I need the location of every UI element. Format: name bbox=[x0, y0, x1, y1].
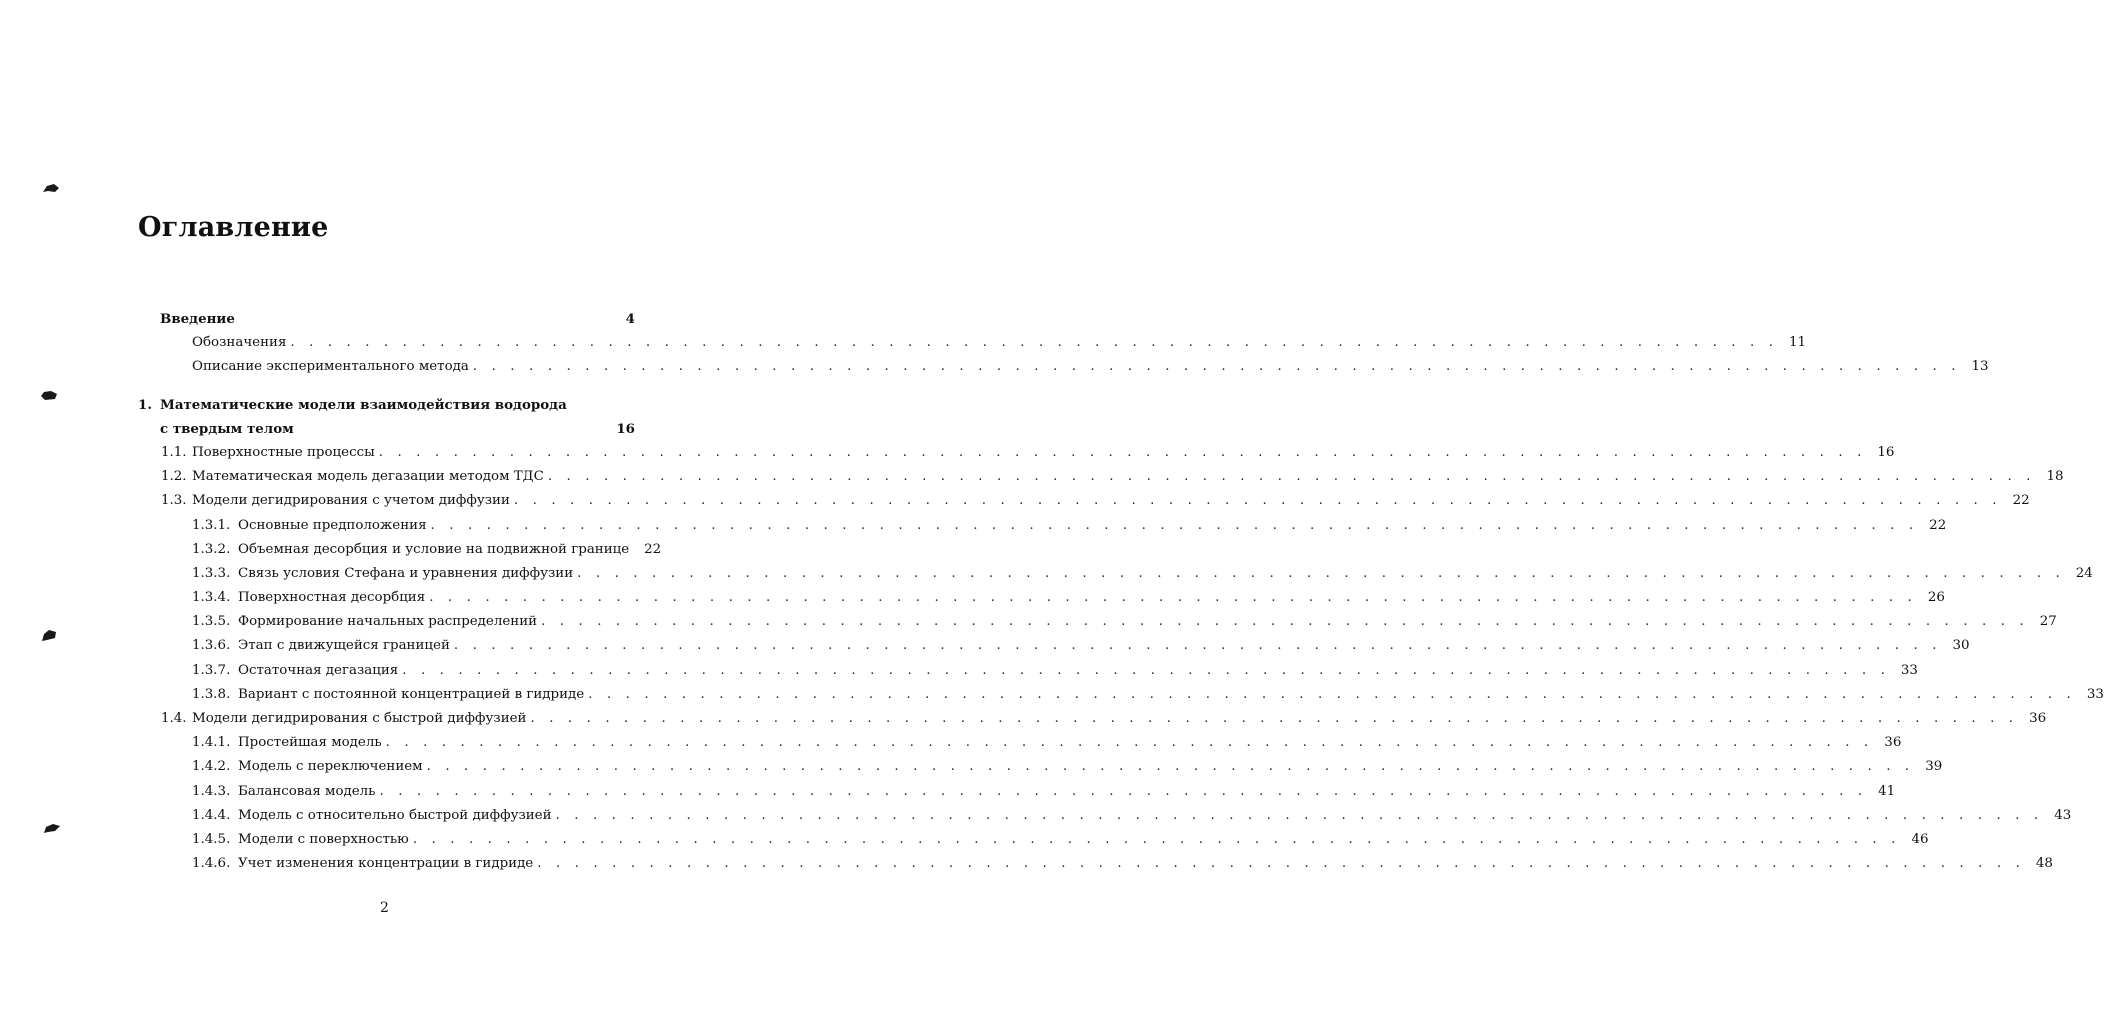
toc-entry-number: 1.4.5. bbox=[192, 831, 231, 847]
toc-entry[interactable] bbox=[138, 610, 2057, 634]
toc-entry-page: 30 bbox=[1952, 638, 1970, 654]
toc-entry-page: 48 bbox=[2035, 856, 2053, 872]
toc-entry[interactable] bbox=[138, 755, 1943, 779]
toc-entry-title: Поверхностные процессы bbox=[192, 444, 375, 460]
toc-entry-number: 1.3.3. bbox=[192, 565, 231, 581]
toc-entry-number: 1.4.2. bbox=[192, 759, 231, 775]
toc-entry-title: Модель с переключением bbox=[238, 759, 423, 775]
toc-entry[interactable] bbox=[138, 562, 2093, 586]
toc-entry-page: 33 bbox=[1900, 662, 1918, 678]
toc-entry-title: с твердым телом bbox=[160, 420, 294, 437]
toc-entry-page: 26 bbox=[1927, 590, 1945, 606]
toc-entry[interactable] bbox=[138, 417, 635, 441]
toc-entry-leader: . . . . . . . . . . . . . . . . . . . . . . . . . . . . . . . . . . . . . . . . . . . . . . . . . . . . . . . . . . . . . . . . . . . . . . . . . . . . . . . . bbox=[577, 565, 2065, 581]
toc-entry-leader: . . . . . . . . . . . . . . . . . . . . . . . . . . . . . . . . . . . . . . . . . . . . . . . . . . . . . . . . . . . . . . . . . . . . . . . . . . . . . . . . bbox=[472, 359, 1961, 375]
toc-entry[interactable] bbox=[138, 441, 1895, 465]
toc-entry-leader: . . . . . . . . . . . . . . . . . . . . . . . . . . . . . . . . . . . . . . . . . . . . . . . . . . . . . . . . . . . . . . . . . . . . . . . . . . . . . . . . bbox=[385, 735, 1874, 751]
toc-entry-title: Учет изменения концентрации в гидриде bbox=[238, 856, 534, 872]
toc-entry[interactable] bbox=[138, 634, 1970, 658]
toc-entry-title: Формирование начальных распределений bbox=[238, 614, 538, 630]
table-of-contents bbox=[138, 307, 2104, 876]
toc-entry-page: 22 bbox=[1929, 517, 1947, 533]
scan-mark-3 bbox=[40, 629, 58, 643]
toc-entry-number: 1.3.2. bbox=[192, 541, 231, 557]
toc-entry-leader: . . . . . . . . . . . . . . . . . . . . . . . . . . . . . . . . . . . . . . . . . . . . . . . . . . . . . . . . . . . . . . . . . . . . . . . . . . . . . . . . bbox=[453, 638, 1942, 654]
toc-entry-number: 1.3. bbox=[161, 493, 187, 509]
toc-entry-title: Модель с относительно быстрой диффузией bbox=[238, 807, 552, 823]
toc-entry-leader: . . . . . . . . . . . . . . . . . . . . . . . . . . . . . . . . . . . . . . . . . . . . . . . . . . . . . . . . . . . . . . . . . . . . . . . . . . . . . . . . bbox=[547, 469, 2036, 485]
toc-entry-leader: . . . . . . . . . . . . . . . . . . . . . . . . . . . . . . . . . . . . . . . . . . . . . . . . . . . . . . . . . . . . . . . . . . . . . . . . . . . . . . . . bbox=[530, 711, 2019, 726]
toc-entry-page: 39 bbox=[1925, 759, 1943, 775]
toc-entry-page: 22 bbox=[644, 541, 662, 557]
toc-entry-title: Вариант с постоянной концентрацией в гидриде bbox=[238, 686, 585, 702]
toc-entry-leader: . . . . . . . . . . . . . . . . . . . . . . . . . . . . . . . . . . . . . . . . . . . . . . . . . . . . . . . . . . . . . . . . . . . . . . . . . . . . . . . . bbox=[290, 335, 1779, 351]
toc-entry-leader: . . . . . . . . . . . . . . . . . . . . . . . . . . . . . . . . . . . . . . . . . . . . . . . . . . . . . . . . . . . . . . . . . . . . . . . . . . . . . . . . bbox=[537, 856, 2025, 872]
toc-entry[interactable] bbox=[138, 828, 1929, 852]
toc-entry[interactable] bbox=[138, 731, 1902, 755]
toc-entry-number: 1.3.5. bbox=[192, 614, 231, 630]
toc-entry-number: 1.4.3. bbox=[192, 783, 231, 799]
toc-entry-number: 1.4.6. bbox=[192, 856, 231, 872]
page-title: Оглавление bbox=[138, 212, 329, 243]
scan-mark-4 bbox=[43, 823, 61, 834]
toc-entry-page: 18 bbox=[2046, 469, 2064, 485]
toc-entry-title: Этап с движущейся границей bbox=[238, 638, 450, 654]
toc-entry-number: 1.4. bbox=[161, 711, 187, 726]
toc-entry-title: Остаточная дегазация bbox=[238, 662, 399, 678]
toc-entry-page: 4 bbox=[625, 311, 635, 327]
toc-entry-leader: . . . . . . . . . . . . . . . . . . . . . . . . . . . . . . . . . . . . . . . . . . . . . . . . . . . . . . . . . . . . . . . . . . . . . . . . . . . . . . . . bbox=[378, 444, 1867, 460]
toc-entry-number: 1.3.4. bbox=[192, 590, 231, 606]
toc-entry-title: Описание экспериментального метода bbox=[192, 359, 469, 375]
toc-entry-title: Математическая модель дегазации методом ТДС bbox=[192, 469, 544, 485]
toc-entry-number: 1.1. bbox=[161, 444, 187, 460]
toc-entry-title: Поверхностная десорбция bbox=[238, 590, 426, 606]
toc-entry-page: 41 bbox=[1878, 783, 1896, 799]
toc-entry-leader: . . . . . . . . . . . . . . . . . . . . . . . . . . . . . . . . . . . . . . . . . . . . . . . . . . . . . . . . . . . . . . . . . . . . . . . . . . . . . . . . bbox=[379, 783, 1868, 799]
toc-entry-title: Балансовая модель bbox=[238, 783, 376, 799]
toc-entry-leader: . . . . . . . . . . . . . . . . . . . . . . . . . . . . . . . . . . . . . . . . . . . . . . . . . . . . . . . . . . . . . . . . . . . . . . . . . . . . . . . . bbox=[412, 831, 1901, 847]
toc-entry-title: Введение bbox=[160, 311, 235, 327]
toc-entry-leader: . . . . . . . . . . . . . . . . . . . . . . . . . . . . . . . . . . . . . . . . . . . . . . . . . . . . . . . . . . . . . . . . . . . . . . . . . . . . . . . . bbox=[430, 517, 1919, 533]
toc-entry-page: 22 bbox=[2012, 493, 2030, 509]
toc-entry-title: Модели дегидрирования с быстрой диффузией bbox=[192, 711, 527, 726]
toc-entry-page: 43 bbox=[2054, 807, 2072, 823]
toc-entry-number: 1.3.6. bbox=[192, 638, 231, 654]
toc-entry[interactable] bbox=[138, 852, 2053, 876]
toc-entry-leader: . . . . . . . . . . . . . . . . . . . . . . . . . . . . . . . . . . . . . . . . . . . . . . . . . . . . . . . . . . . . . . . . . . . . . . . . . . . . . . . . bbox=[541, 614, 2029, 630]
toc-entry[interactable] bbox=[138, 307, 635, 331]
toc-entry-leader: . . . . . . . . . . . . . . . . . . . . . . . . . . . . . . . . . . . . . . . . . . . . . . . . . . . . . . . . . . . . . . . . . . . . . . . . . . . . . . . . bbox=[513, 493, 2002, 509]
toc-entry-title: Объемная десорбция и условие на подвижной границе bbox=[238, 541, 630, 557]
toc-entry-page: 36 bbox=[2029, 711, 2047, 726]
scan-mark-1 bbox=[42, 183, 60, 194]
toc-entry-leader: . . . . . . . . . . . . . . . . . . . . . . . . . . . . . . . . . . . . . . . . . . . . . . . . . . . . . . . . . . . . . . . . . . . . . . . . . . . . . . . . bbox=[555, 807, 2044, 823]
toc-entry-page: 13 bbox=[1971, 359, 1989, 375]
toc-entry-page: 33 bbox=[2086, 686, 2104, 702]
toc-entry[interactable] bbox=[138, 393, 635, 417]
toc-entry[interactable] bbox=[138, 538, 662, 562]
toc-entry-leader: . . . . . . . . . . . . . . . . . . . . . . . . . . . . . . . . . . . . . . . . . . . . . . . . . . . . . . . . . . . . . . . . . . . . . . . . . . . . . . . . bbox=[429, 590, 1917, 606]
toc-entry-title: Модели с поверхностью bbox=[238, 831, 409, 847]
toc-entry-title: Модели дегидрирования с учетом диффузии bbox=[192, 493, 510, 509]
toc-entry-page: 16 bbox=[616, 420, 635, 437]
scan-mark-2 bbox=[40, 390, 58, 401]
toc-entry-number: 1.2. bbox=[161, 469, 187, 485]
toc-entry[interactable] bbox=[138, 707, 2047, 731]
toc-entry-page: 11 bbox=[1789, 335, 1807, 351]
toc-entry-number: 1.4.1. bbox=[192, 735, 231, 751]
toc-entry-leader: . . . . . . . . . . . . . . . . . . . . . . . . . . . . . . . . . . . . . . . . . . . . . . . . . . . . . . . . . . . . . . . . . . . . . . . . . . . . . . . . bbox=[402, 662, 1890, 678]
toc-entry-number: 1. bbox=[138, 396, 152, 413]
toc-entry[interactable] bbox=[138, 683, 2104, 707]
toc-entry[interactable] bbox=[138, 331, 1807, 355]
toc-entry-page: 16 bbox=[1877, 444, 1895, 460]
toc-entry[interactable] bbox=[138, 780, 1896, 804]
toc-entry[interactable] bbox=[138, 514, 1947, 538]
toc-entry[interactable] bbox=[138, 804, 2072, 828]
toc-entry-number: 1.3.8. bbox=[192, 686, 231, 702]
toc-entry-number: 1.3.7. bbox=[192, 662, 231, 678]
toc-entry-page: 36 bbox=[1884, 735, 1902, 751]
toc-entry-page: 27 bbox=[2039, 614, 2057, 630]
toc-entry-number: 1.4.4. bbox=[192, 807, 231, 823]
toc-entry-page: 46 bbox=[1911, 831, 1929, 847]
toc-entry-leader: . . . . . . . . . . . . . . . . . . . . . . . . . . . . . . . . . . . . . . . . . . . . . . . . . . . . . . . . . . . . . . . . . . . . . . . . . . . . . . . . bbox=[426, 759, 1915, 775]
toc-entry[interactable] bbox=[138, 355, 1989, 379]
toc-entry[interactable] bbox=[138, 586, 1945, 610]
toc-entry-title: Основные предположения bbox=[238, 517, 427, 533]
toc-entry-title: Связь условия Стефана и уравнения диффузии bbox=[238, 565, 574, 581]
toc-entry[interactable] bbox=[138, 465, 2064, 489]
toc-entry-title: Обозначения bbox=[192, 335, 287, 351]
toc-entry[interactable] bbox=[138, 489, 2030, 513]
page-number: 2 bbox=[380, 900, 389, 916]
toc-entry-leader: . . . . . . . . . . . . . . . . . . . . . . . . . . . . . . . . . . . . . . . . . . . . . . . . . . . . . . . . . . . . . . . . . . . . . . . . . . . . . . . . bbox=[588, 686, 2076, 702]
toc-entry[interactable] bbox=[138, 659, 1918, 683]
toc-entry-number: 1.3.1. bbox=[192, 517, 231, 533]
toc-entry-page: 24 bbox=[2075, 565, 2093, 581]
toc-entry-title: Математические модели взаимодействия водорода bbox=[160, 396, 567, 413]
toc-entry-title: Простейшая модель bbox=[238, 735, 382, 751]
